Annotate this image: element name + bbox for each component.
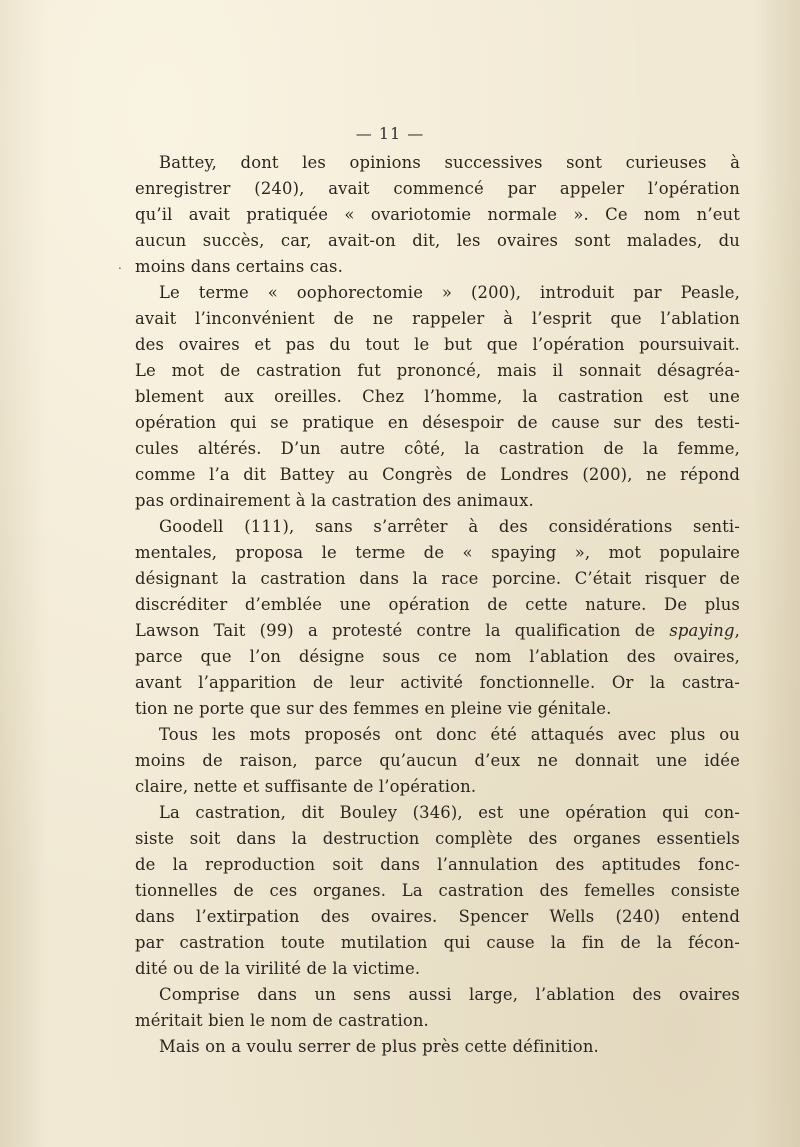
text-line: tionnelles de ces organes. La castration des femelles consiste <box>135 881 740 900</box>
text-line: Le terme « oophorectomie » (200), introduit par Peasle, <box>159 283 740 302</box>
body-text <box>135 150 740 1060</box>
text-line: parce que l’on désigne sous ce nom l’ablation des ovaires, <box>135 647 740 666</box>
text-line: comme l’a dit Battey au Congrès de Londres (200), ne répond <box>135 465 740 484</box>
margin-mark: . <box>118 258 122 272</box>
text-line: opération qui se pratique en désespoir de cause sur des testi- <box>135 413 740 432</box>
text-line: des ovaires et pas du tout le but que l’opération poursuivait. <box>135 335 740 354</box>
text-line: Mais on a voulu serrer de plus près cette définition. <box>159 1037 599 1056</box>
text-line: de la reproduction soit dans l’annulation des aptitudes fonc- <box>135 855 740 874</box>
text-line: moins de raison, parce qu’aucun d’eux ne donnait une idée <box>135 751 740 770</box>
text-line: avait l’inconvénient de ne rappeler à l’esprit que l’ablation <box>135 309 740 328</box>
text-line: avant l’apparition de leur activité fonctionnelle. Or la castra- <box>135 673 740 692</box>
text-line: Lawson Tait (99) a protesté contre la qualification de spaying, <box>135 621 740 640</box>
text-line: enregistrer (240), avait commencé par appeler l’opération <box>135 179 740 198</box>
text-line: Goodell (111), sans s’arrêter à des considérations senti- <box>159 517 740 536</box>
page-number: — 11 — <box>355 124 425 143</box>
text-line: Comprise dans un sens aussi large, l’ablation des ovaires <box>159 985 740 1004</box>
text-line: discréditer d’emblée une opération de cette nature. De plus <box>135 595 740 614</box>
text-line: pas ordinairement à la castration des animaux. <box>135 491 534 510</box>
text-line: aucun succès, car, avait-on dit, les ovaires sont malades, du <box>135 231 740 250</box>
text-line: Battey, dont les opinions successives sont curieuses à <box>159 153 740 172</box>
text-line: moins dans certains cas. <box>135 257 343 276</box>
text-line: cules altérés. D’un autre côté, la castration de la femme, <box>135 439 740 458</box>
text-line: blement aux oreilles. Chez l’homme, la castration est une <box>135 387 740 406</box>
text-line: par castration toute mutilation qui cause la fin de la fécon- <box>135 933 740 952</box>
text-line: méritait bien le nom de castration. <box>135 1011 429 1030</box>
text-line: Tous les mots proposés ont donc été attaqués avec plus ou <box>159 725 740 744</box>
text-line: La castration, dit Bouley (346), est une opération qui con- <box>159 803 740 822</box>
text-line: désignant la castration dans la race porcine. C’était risquer de <box>135 569 740 588</box>
text-line: mentales, proposa le terme de « spaying », mot populaire <box>135 543 740 562</box>
text-line: tion ne porte que sur des femmes en pleine vie génitale. <box>135 699 612 718</box>
text-line: qu’il avait pratiquée « ovariotomie normale ». Ce nom n’eut <box>135 205 740 224</box>
text-line: claire, nette et suffisante de l’opération. <box>135 777 477 796</box>
text-line: siste soit dans la destruction complète des organes essentiels <box>135 829 740 848</box>
text-line: Le mot de castration fut prononcé, mais il sonnait désagréa- <box>135 361 740 380</box>
text-line: dité ou de la virilité de la victime. <box>135 959 421 978</box>
text-line: dans l’extirpation des ovaires. Spencer Wells (240) entend <box>135 907 740 926</box>
